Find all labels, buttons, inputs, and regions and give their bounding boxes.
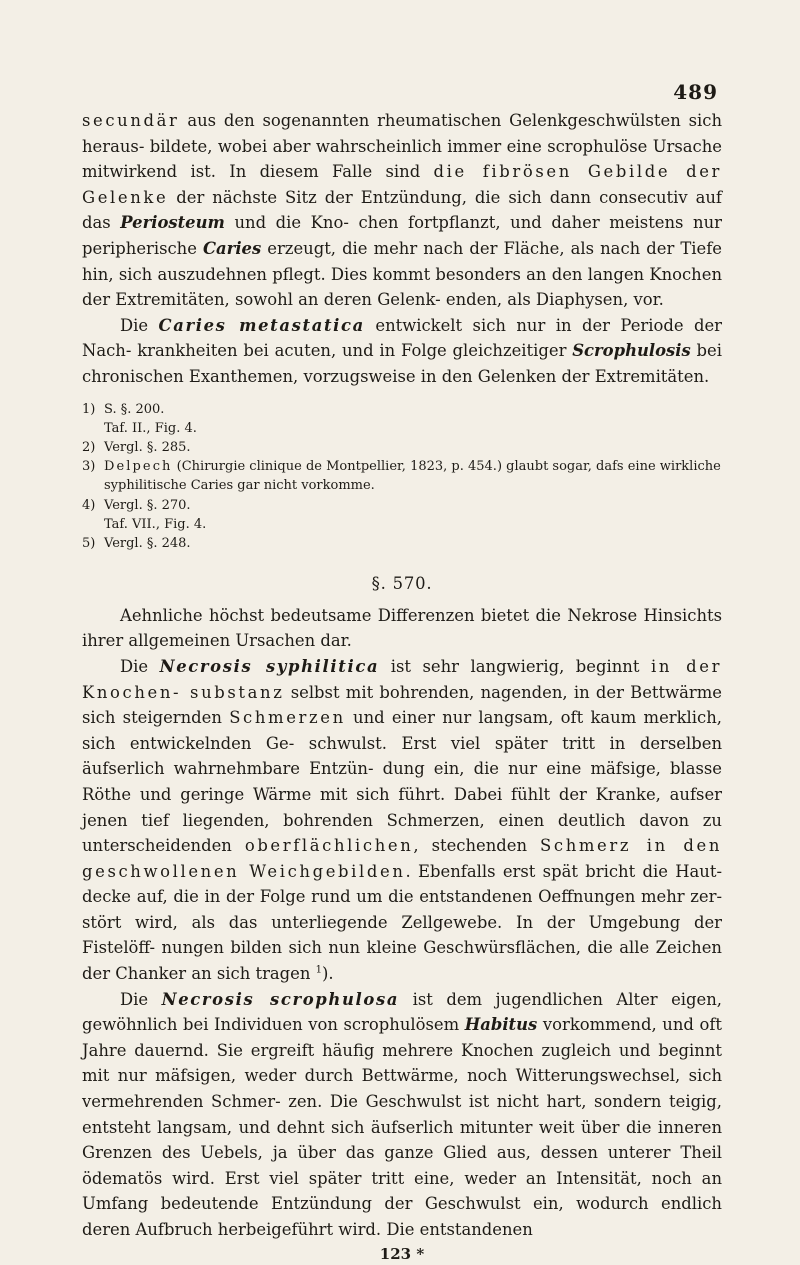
emphasis-fibroese-gebilde: die fibrösen Gebilde der Gelenke [82, 162, 722, 207]
footnote-text: S. §. 200. [104, 401, 165, 417]
text-run: entwickelt sich nur in der Periode der Nach- krankheiten bei acuten, und in Folge gleichzeitiger [82, 315, 723, 361]
footnotes [82, 400, 722, 554]
term-habitus: Habitus [464, 1015, 538, 1035]
emphasis-knochensubstanz: in der Knochen- substanz [82, 656, 723, 702]
footnote-continuation: Taf. II., Fig. 4. [104, 420, 197, 436]
term-caries-metastatica: Caries metastatica [158, 315, 365, 335]
footnote-number: 5) [82, 535, 96, 551]
term-necrosis-syphilitica: Necrosis syphilitica [159, 656, 380, 676]
paragraph-1 [82, 108, 722, 313]
signature-mark: 123 * [379, 1244, 425, 1263]
text-run: , stechenden [413, 836, 541, 856]
text-run: und einer nur langsam, oft kaum merklich, sich entwickelnden Ge- schwulst. Erst viel später tritt in derselben äufserlich wahrnehmbare Entzün- dung ein, die nur eine mäfsige, blasse Röthe und geringe Wärme mit sich führt. Dabei fühlt der Kranke, aufser jenen tief liegenden, bohrenden Schmerzen, einen deutlich davon zu unterscheidenden [82, 708, 722, 856]
footnote-number: 3) [82, 459, 96, 475]
emphasis-schmerz-weichgebilde: Schmerz in den geschwollenen Weichgebilden [82, 836, 723, 881]
text-run: und die Kno- chen fortpflanzt, und daher meistens nur peripherische [82, 213, 722, 258]
emphasis-secundaer: secundär [82, 111, 180, 130]
text-run: erzeugt, die mehr nach der Fläche, als nach der Tiefe hin, sich auszudehnen pflegt. Dies kommt besonders an den langen Knochen der Extremitäten, sowohl an deren Gelenk- enden, als Diaphysen, vor. [82, 238, 722, 310]
page-body [82, 108, 722, 1265]
text-run: . Ebenfalls erst spät bricht die Haut- decke auf, die in der Folge rund um die entstandenen Oeffnungen mehr zer- stört wird, als das unterliegende Zellgewebe. In der Umgebung der Fistelöff- nungen bilden sich nun kleine Geschwürsflächen, die alle Zeichen der Chanker an sich tragen [82, 861, 722, 984]
text-run: ist dem jugendlichen Alter eigen, gewöhnlich bei Individuen von scrophulösem [82, 989, 722, 1035]
footnote-text: Vergl. §. 270. [104, 497, 191, 513]
text-run: (Chirurgie clinique de Montpellier, 1823, p. 454.) glaubt sogar, dafs eine wirkliche [172, 459, 721, 475]
footnote-continuation: syphilitische Caries gar nicht vorkomme. [104, 478, 375, 494]
footnote-text [104, 457, 722, 476]
footnote-text: Vergl. §. 248. [104, 535, 191, 551]
text-run: der nächste Sitz der Entzündung, die sich dann consecutiv auf das [82, 187, 722, 233]
text-run: Die [120, 989, 162, 1009]
emphasis-oberflaechlichen: oberflächlichen [244, 836, 414, 856]
footnote-3 [82, 457, 722, 476]
footnote-text: Vergl. §. 285. [104, 439, 191, 455]
term-necrosis-scrophulosa: Necrosis scrophulosa [161, 989, 400, 1009]
term-scrophulosis: Scrophulosis [572, 341, 691, 361]
footnote-number: 2) [82, 439, 96, 455]
footnote-5 [82, 534, 722, 553]
text-run: ist sehr langwierig, beginnt [379, 656, 651, 676]
footnote-continuation: Taf. VII., Fig. 4. [104, 516, 207, 532]
footnote-4 [82, 496, 722, 515]
footnote-1 [82, 400, 722, 419]
footnote-ref: 1 [315, 964, 323, 976]
footnote-author: Delpech [104, 459, 173, 475]
paragraph-2 [82, 313, 722, 390]
paragraph-4 [82, 654, 722, 987]
section-heading: §. 570. [371, 574, 433, 594]
paragraph-5 [82, 987, 722, 1243]
text-run: Die [120, 315, 159, 335]
page-number: 489 [673, 80, 718, 104]
term-caries: Caries [203, 238, 262, 258]
text-run: bei chronischen Exanthemen, vorzugsweise in den Gelenken der Extremitäten. [82, 341, 722, 386]
text-run: aus den sogenannten rheumatischen Gelenkgeschwülsten sich heraus- bildete, wobei aber wahrscheinlich immer eine scrophulöse Ursache mitwirkend ist. In diesem Falle sind [82, 111, 722, 182]
footnote-number: 1) [82, 401, 96, 417]
text-run: vorkommend, und oft Jahre dauernd. Sie ergreift häufig mehrere Knochen zugleich und beginnt mit nur mäfsigen, weder durch Bettwärme, noch Witterungswechsel, sich vermehrenden Schmer- zen. Die Geschwulst ist nicht hart, sondern teigig, entsteht langsam, und dehnt sich äufserlich mitunter weit über die inneren Grenzen des Uebels, ja über das ganze Glied aus, dessen unterer Theil ödematös wird. Erst viel später tritt eine, weder an Intensität, noch an Umfang bedeutende Entzündung der Geschwulst ein, wodurch endlich deren Aufbruch herbeigeführt wird. Die entstandenen [82, 1015, 723, 1239]
term-periosteum: Periosteum [120, 213, 225, 233]
footnote-number: 4) [82, 497, 96, 513]
footnote-2 [82, 438, 722, 457]
text-run: Die [120, 656, 160, 676]
paragraph-3: Aehnliche höchst bedeutsame Differenzen bietet die Nekrose Hinsichts ihrer allgemeinen Ursachen dar. [82, 605, 722, 651]
text-run: selbst mit bohrenden, nagenden, in der Bettwärme sich steigernden [82, 682, 722, 728]
emphasis-schmerzen: Schmerzen [229, 708, 346, 728]
text-run: ). [322, 964, 334, 984]
